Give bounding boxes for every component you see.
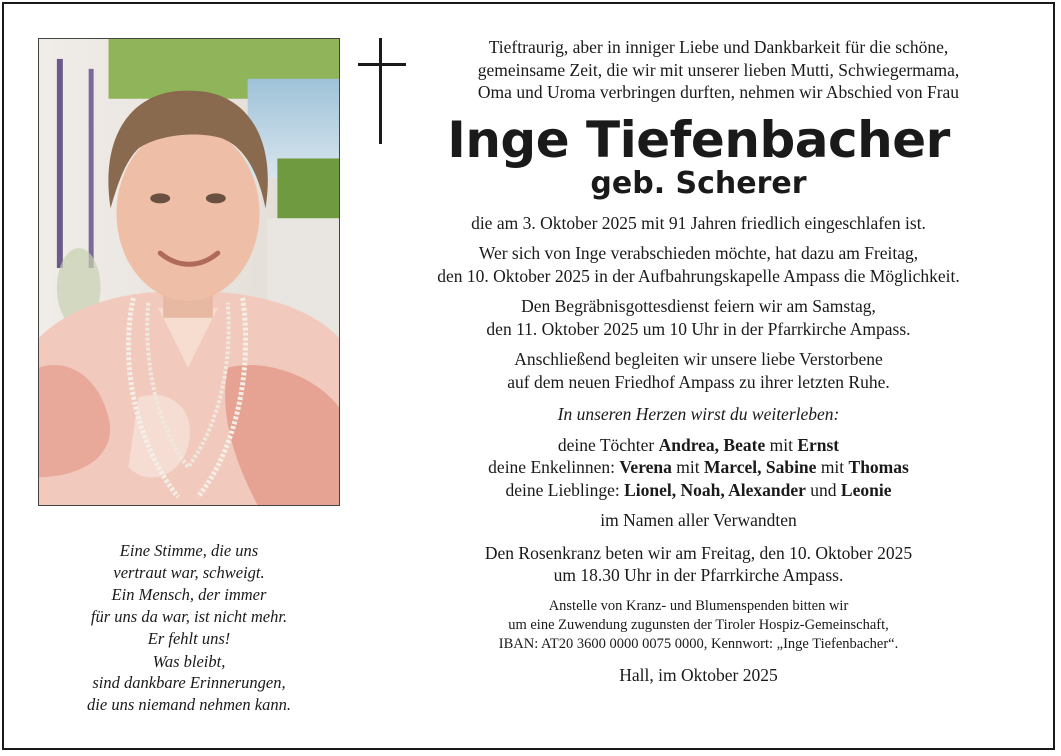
family-relatives: im Namen aller Verwandten <box>600 510 797 530</box>
birth-name: geb. Scherer <box>590 165 807 201</box>
farewell-line: den 10. Oktober 2025 in der Aufbahrungskapelle Ampass die Möglichkeit. <box>437 265 960 286</box>
burial-line: Anschließend begleiten wir unsere liebe Verstorbene <box>514 349 883 369</box>
poem-line: Ein Mensch, der immer <box>111 585 267 604</box>
intro-line: Tieftraurig, aber in inniger Liebe und Dankbarkeit für die schöne, <box>488 37 949 57</box>
intro-text <box>410 36 1027 104</box>
family-list <box>370 434 1027 532</box>
poem-line: für uns da war, ist nicht mehr. <box>90 606 288 626</box>
farewell-info <box>370 242 1027 287</box>
deceased-name: Inge Tiefenbacher <box>447 110 950 169</box>
intro-line: gemeinsame Zeit, die wir mit unserer lieben Mutti, Schwiegermama, <box>477 59 960 80</box>
burial-line: auf dem neuen Friedhof Ampass zu ihrer letzten Ruhe. <box>507 371 890 392</box>
family-grandchildren: deine Enkelinnen: Verena mit Marcel, Sabine mit Thomas <box>488 457 909 477</box>
portrait-photo <box>38 38 340 506</box>
intro-line: Oma und Uroma verbringen durften, nehmen wir Abschied von Frau <box>477 82 960 102</box>
burial-info <box>370 348 1027 393</box>
donation-line: um eine Zuwendung zugunsten der Tiroler Hospiz-Gemeinschaft, <box>508 616 889 633</box>
death-line: die am 3. Oktober 2025 mit 91 Jahren friedlich eingeschlafen ist. <box>471 212 926 233</box>
poem-line: Er fehlt uns! <box>147 629 231 648</box>
funeral-info <box>370 295 1027 340</box>
funeral-line: Den Begräbnisgottesdienst feiern wir am Samstag, <box>521 296 876 316</box>
place-date: Hall, im Oktober 2025 <box>619 664 778 685</box>
family-darlings: deine Lieblinge: Lionel, Noah, Alexander und Leonie <box>505 479 892 500</box>
obituary-text <box>370 36 1027 686</box>
poem-stanza <box>38 584 340 627</box>
donation-line: Anstelle von Kranz- und Blumenspenden bitten wir <box>548 597 849 614</box>
poem-stanza <box>38 628 340 650</box>
poem-line: die uns niemand nehmen kann. <box>87 694 291 714</box>
poem-line: vertraut war, schweigt. <box>113 562 265 582</box>
poem <box>38 540 340 716</box>
poem-line: Eine Stimme, die uns <box>119 541 259 560</box>
poem-line: Was bleibt, <box>152 651 226 671</box>
poem-stanza <box>38 651 340 716</box>
donation-line: IBAN: AT20 3600 0000 0075 0000, Kennwort: „Inge Tiefenbacher“. <box>498 635 899 652</box>
poem-line: sind dankbare Erinnerungen, <box>92 673 286 692</box>
rosary-line: um 18.30 Uhr in der Pfarrkirche Ampass. <box>553 565 844 585</box>
funeral-line: den 11. Oktober 2025 um 10 Uhr in der Pfarrkirche Ampass. <box>486 318 911 339</box>
donation-info <box>370 597 1027 654</box>
hearts-line: In unseren Herzen wirst du weiterleben: <box>557 404 840 424</box>
poem-stanza <box>38 540 340 583</box>
rosary-info <box>370 542 1027 587</box>
farewell-line: Wer sich von Inge verabschieden möchte, hat dazu am Freitag, <box>478 243 919 263</box>
rosary-line: Den Rosenkranz beten wir am Freitag, den 10. Oktober 2025 <box>484 542 913 563</box>
family-daughters: deine Töchter Andrea, Beate mit Ernst <box>557 434 840 455</box>
